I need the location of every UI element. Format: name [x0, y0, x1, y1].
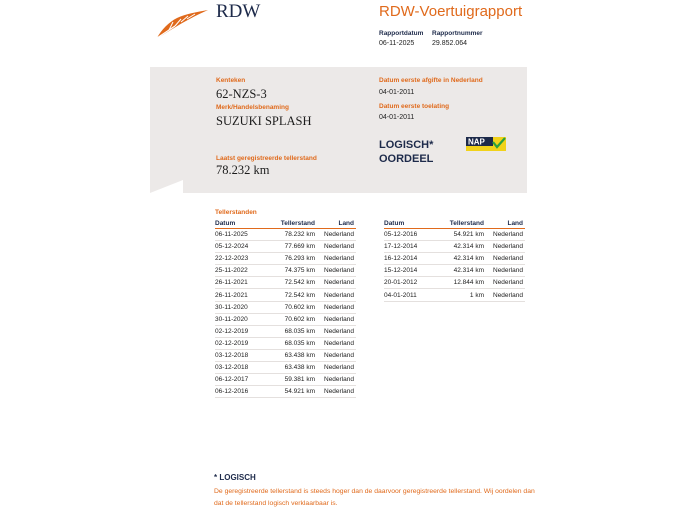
table-row	[215, 362, 356, 374]
table-row	[215, 277, 356, 289]
cell-country: Nederland	[317, 362, 356, 374]
table-row	[215, 301, 356, 313]
cell-reading: 68.035 km	[269, 325, 317, 337]
col-country-header: Land	[486, 219, 525, 229]
cell-country: Nederland	[486, 253, 525, 265]
table-row	[384, 277, 525, 289]
cell-country: Nederland	[486, 229, 525, 241]
cell-date: 05-12-2016	[384, 229, 438, 241]
odometer-table-right	[384, 219, 525, 302]
cell-country: Nederland	[317, 241, 356, 253]
table-row	[384, 253, 525, 265]
report-date-value: 06-11-2025	[379, 40, 415, 47]
cell-country: Nederland	[317, 349, 356, 361]
footnote-text: De geregistreerde tellerstand is steeds hoger dan de daarvoor geregistreerde tellerstand. Wij oordelen dan dat de tellerstand logisch verklaarbaar is.	[214, 488, 535, 507]
report-number-value: 29.852.064	[432, 40, 468, 47]
make-value: SUZUKI SPLASH	[216, 114, 312, 128]
table-row	[215, 289, 356, 301]
cell-date: 03-12-2018	[215, 362, 269, 374]
cell-reading: 42.314 km	[438, 241, 486, 253]
table-row	[384, 289, 525, 301]
cell-date: 06-12-2017	[215, 374, 269, 386]
cell-date: 04-01-2011	[384, 289, 438, 301]
cell-reading: 76.293 km	[269, 253, 317, 265]
cell-date: 06-12-2016	[215, 386, 269, 398]
table-row	[215, 337, 356, 349]
cell-country: Nederland	[317, 325, 356, 337]
first-admission-value: 04-01-2011	[379, 114, 415, 121]
brand-name: RDW	[216, 1, 261, 22]
cell-date: 06-11-2025	[215, 229, 269, 241]
cell-reading: 63.438 km	[269, 349, 317, 361]
table-row	[215, 265, 356, 277]
verdict-line1: LOGISCH*	[379, 139, 434, 151]
feather-logo-icon	[155, 8, 210, 40]
cell-reading: 72.542 km	[269, 277, 317, 289]
cell-country: Nederland	[317, 289, 356, 301]
col-reading-header: Tellerstand	[269, 219, 317, 229]
table-row	[384, 229, 525, 241]
table-row	[215, 374, 356, 386]
cell-date: 16-12-2014	[384, 253, 438, 265]
first-issue-nl-value: 04-01-2011	[379, 89, 415, 96]
cell-reading: 12.844 km	[438, 277, 486, 289]
cell-country: Nederland	[317, 253, 356, 265]
first-issue-nl-label: Datum eerste afgifte in Nederland	[379, 77, 483, 84]
cell-date: 03-12-2018	[215, 349, 269, 361]
cell-date: 26-11-2021	[215, 277, 269, 289]
cell-country: Nederland	[317, 313, 356, 325]
cell-date: 30-11-2020	[215, 313, 269, 325]
cell-date: 02-12-2019	[215, 325, 269, 337]
table-row	[215, 325, 356, 337]
cell-country: Nederland	[317, 265, 356, 277]
cell-date: 15-12-2014	[384, 265, 438, 277]
cell-date: 22-12-2023	[215, 253, 269, 265]
first-admission-label: Datum eerste toelating	[379, 103, 450, 110]
cell-reading: 63.438 km	[269, 362, 317, 374]
cell-reading: 78.232 km	[269, 229, 317, 241]
cell-country: Nederland	[317, 229, 356, 241]
cell-date: 25-11-2022	[215, 265, 269, 277]
cell-country: Nederland	[486, 241, 525, 253]
table-row	[215, 229, 356, 241]
cell-reading: 74.375 km	[269, 265, 317, 277]
table-row	[215, 313, 356, 325]
verdict-line2: OORDEEL	[379, 153, 434, 165]
odometer-section-title: Tellerstanden	[215, 209, 257, 216]
cell-country: Nederland	[317, 301, 356, 313]
table-row	[215, 349, 356, 361]
cell-country: Nederland	[486, 277, 525, 289]
cell-date: 20-01-2012	[384, 277, 438, 289]
cell-country: Nederland	[317, 374, 356, 386]
cell-reading: 54.921 km	[269, 386, 317, 398]
plate-label: Kenteken	[216, 77, 246, 84]
make-label: Merk/Handelsbenaming	[216, 104, 289, 111]
table-row	[215, 253, 356, 265]
cell-reading: 42.314 km	[438, 253, 486, 265]
col-date-header: Datum	[215, 219, 269, 229]
cell-country: Nederland	[317, 277, 356, 289]
nap-text: NAP	[468, 137, 485, 147]
cell-date: 30-11-2020	[215, 301, 269, 313]
col-reading-header: Tellerstand	[438, 219, 486, 229]
footnote-title: * LOGISCH	[214, 473, 256, 482]
report-title: RDW-Voertuigrapport	[379, 3, 523, 20]
odometer-value: 78.232 km	[216, 163, 270, 177]
cell-reading: 70.602 km	[269, 313, 317, 325]
cell-country: Nederland	[486, 289, 525, 301]
report-date-label: Rapportdatum	[379, 30, 424, 37]
cell-reading: 77.669 km	[269, 241, 317, 253]
col-country-header: Land	[317, 219, 356, 229]
cell-reading: 1 km	[438, 289, 486, 301]
table-row	[384, 241, 525, 253]
col-date-header: Datum	[384, 219, 438, 229]
table-row	[215, 386, 356, 398]
table-row	[384, 265, 525, 277]
cell-reading: 68.035 km	[269, 337, 317, 349]
odometer-table-left	[215, 219, 356, 398]
cell-reading: 59.381 km	[269, 374, 317, 386]
cell-country: Nederland	[317, 337, 356, 349]
cell-date: 17-12-2014	[384, 241, 438, 253]
odometer-label: Laatst geregistreerde tellerstand	[216, 155, 317, 162]
report-number-label: Rapportnummer	[432, 30, 483, 37]
nap-checkmark-icon	[466, 137, 506, 151]
cell-reading: 54.921 km	[438, 229, 486, 241]
cell-country: Nederland	[317, 386, 356, 398]
cell-date: 26-11-2021	[215, 289, 269, 301]
cell-reading: 70.602 km	[269, 301, 317, 313]
cell-country: Nederland	[486, 265, 525, 277]
cell-date: 02-12-2019	[215, 337, 269, 349]
table-row	[215, 241, 356, 253]
cell-date: 05-12-2024	[215, 241, 269, 253]
cell-reading: 72.542 km	[269, 289, 317, 301]
vehicle-summary-panel	[150, 67, 527, 193]
panel-corner-cut	[150, 180, 183, 193]
plate-value: 62-NZS-3	[216, 87, 267, 101]
cell-reading: 42.314 km	[438, 265, 486, 277]
